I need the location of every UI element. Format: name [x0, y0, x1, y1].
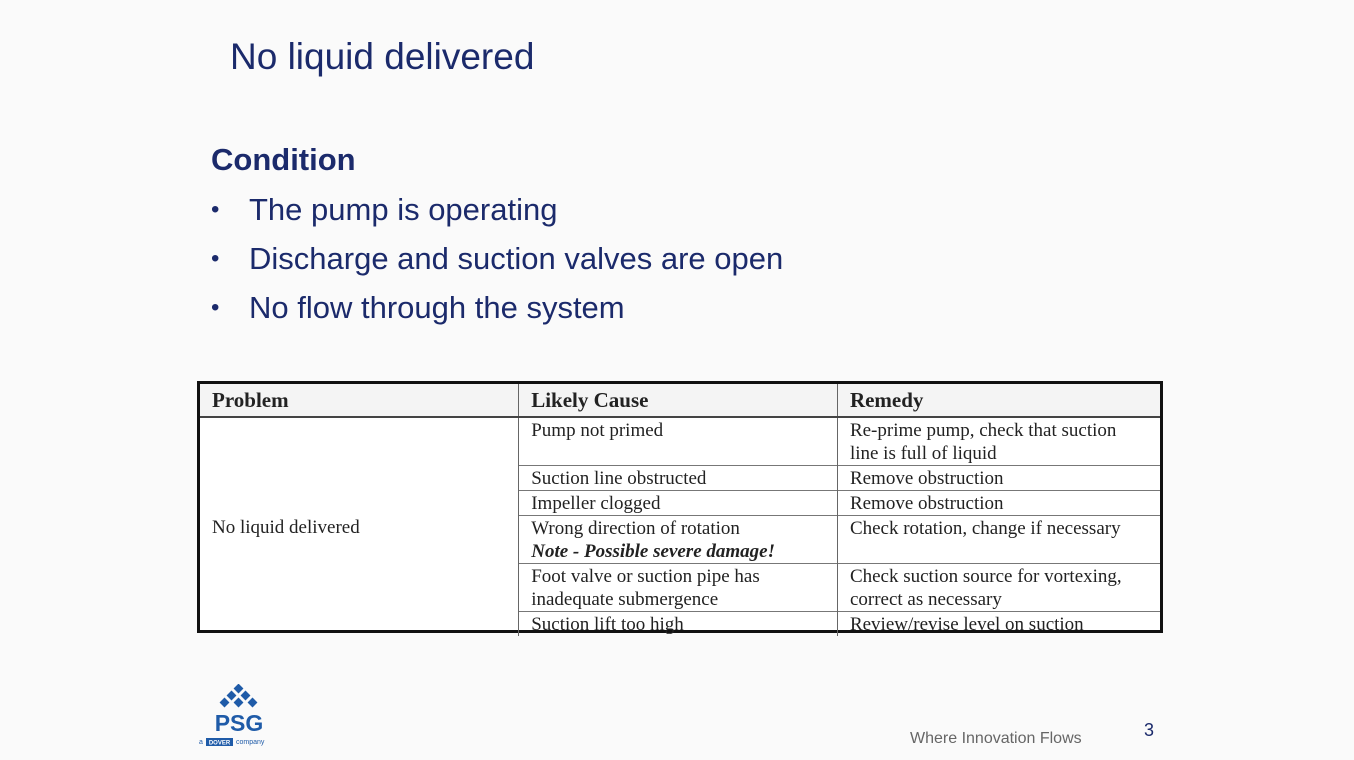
header-remedy: Remedy [837, 384, 1160, 417]
header-likely-cause: Likely Cause [519, 384, 838, 417]
condition-text: No flow through the system [249, 290, 625, 325]
remedy-cell: Re-prime pump, check that suction line is full of liquid [837, 417, 1160, 466]
remedy-cell: Check rotation, change if necessary [837, 516, 1160, 564]
logo-text: PSG [214, 710, 264, 736]
psg-logo [198, 684, 282, 748]
cause-text: Wrong direction of rotation [531, 518, 740, 539]
condition-list [211, 190, 783, 337]
bullet-icon: • [211, 245, 220, 272]
condition-item [211, 239, 783, 288]
cause-cell: Foot valve or suction pipe has inadequate submergence [519, 564, 838, 612]
bullet-icon: • [211, 294, 220, 321]
cause-cell: Impeller clogged [519, 491, 838, 516]
remedy-cell: Review/revise level on suction [837, 612, 1160, 637]
table-header-row [200, 384, 1160, 417]
cause-cell: Suction lift too high [519, 612, 838, 637]
damage-note: Note - Possible severe damage! [531, 541, 775, 562]
condition-text: Discharge and suction valves are open [249, 241, 784, 276]
logo-diamonds-icon [220, 684, 258, 707]
remedy-cell: Remove obstruction [837, 491, 1160, 516]
condition-item [211, 190, 783, 239]
condition-heading: Condition [211, 142, 356, 177]
cause-cell [519, 516, 838, 564]
header-problem: Problem [200, 384, 519, 417]
problem-cell: No liquid delivered [212, 517, 360, 538]
remedy-cell: Check suction source for vortexing, correct as necessary [837, 564, 1160, 612]
troubleshooting-table [197, 381, 1163, 633]
table-row [200, 417, 1160, 466]
logo-brand-text: DOVER [208, 740, 231, 747]
page-number: 3 [1144, 720, 1155, 740]
cause-cell: Pump not primed [519, 417, 838, 466]
bullet-icon: • [211, 196, 220, 223]
logo-company-text: company [236, 739, 265, 746]
slide-title: No liquid delivered [230, 36, 535, 77]
remedy-cell: Remove obstruction [837, 466, 1160, 491]
condition-text: The pump is operating [249, 192, 558, 227]
logo-sub-a: a [199, 739, 203, 746]
tagline: Where Innovation Flows [910, 730, 1082, 747]
cause-cell: Suction line obstructed [519, 466, 838, 491]
condition-item [211, 288, 783, 337]
